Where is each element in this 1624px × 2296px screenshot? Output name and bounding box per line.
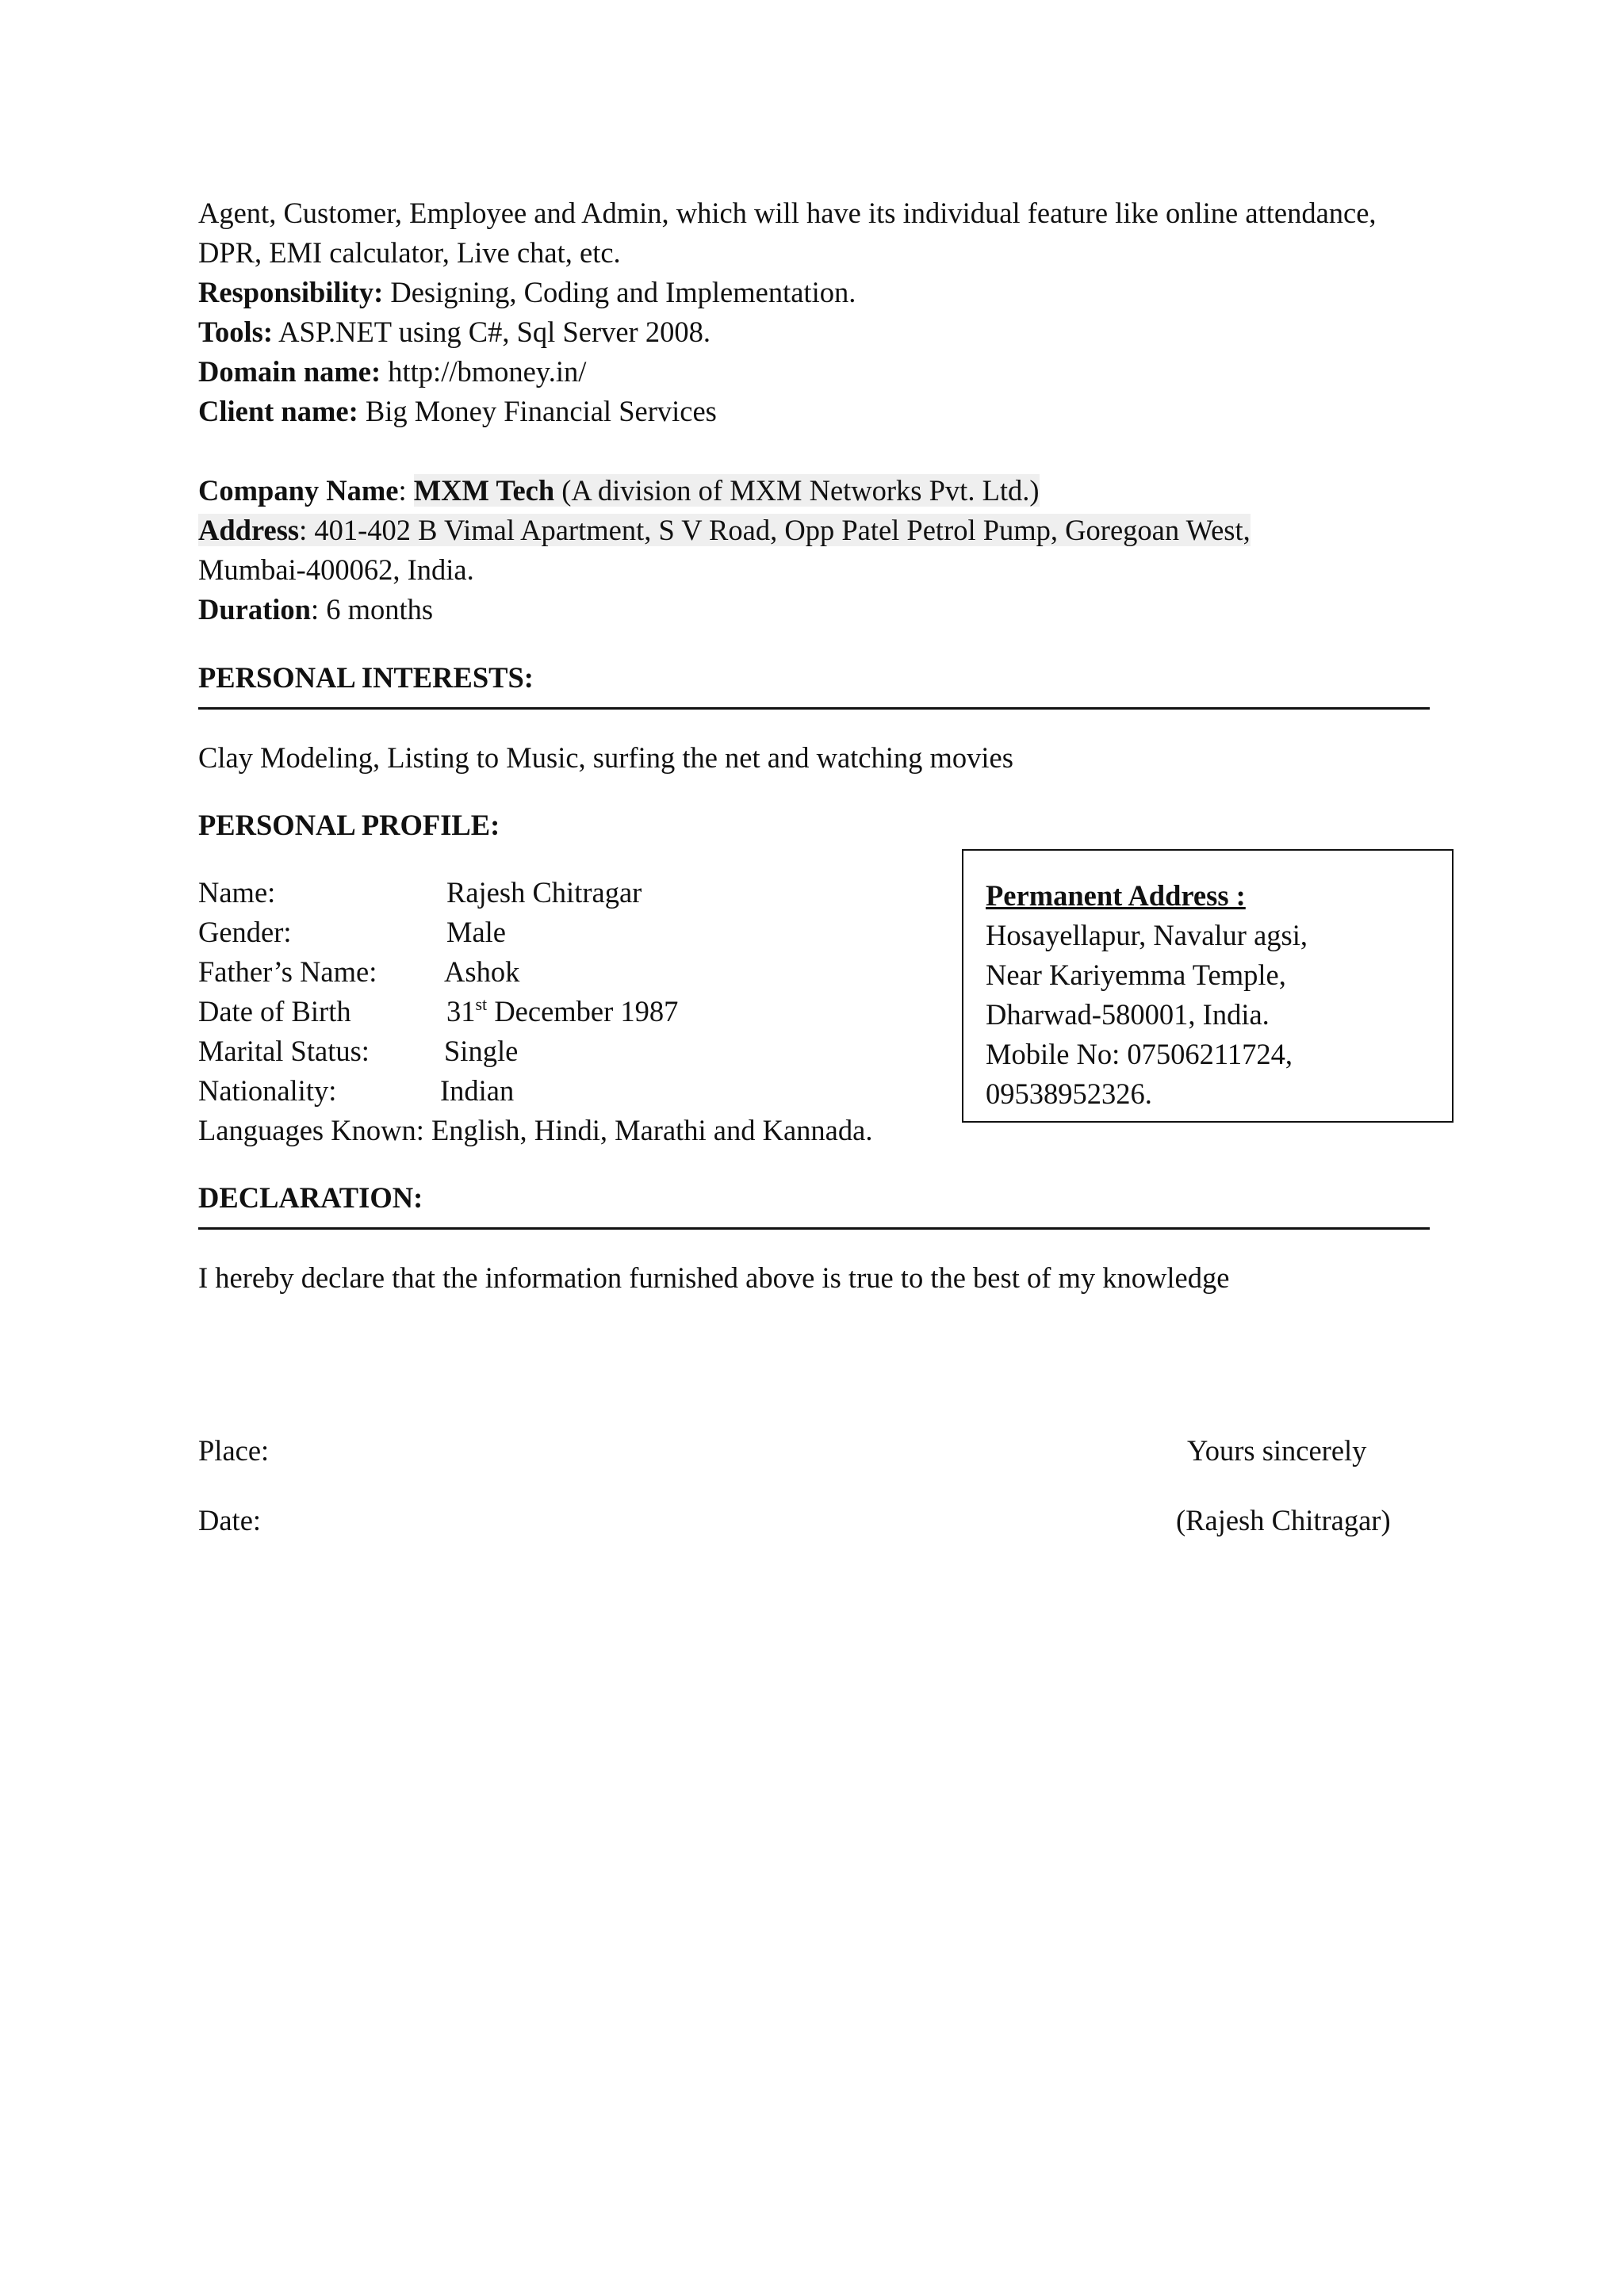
company-address-value-1: : 401-402 B Vimal Apartment, S V Road, Opp Patel Petrol Pump, Goregoan West,	[299, 514, 1251, 546]
project-description-line-1: Agent, Customer, Employee and Admin, which will have its individual feature like online attendance,	[198, 197, 1377, 229]
profile-father-value: Ashok	[444, 955, 520, 988]
company-address-line-1	[198, 511, 1251, 550]
profile-marital-value: Single	[444, 1035, 519, 1067]
profile-name-value: Rajesh Chitragar	[446, 876, 642, 909]
profile-dob-suffix: st	[475, 994, 488, 1014]
tools-label: Tools:	[198, 316, 273, 348]
company-address-line-2: Mumbai-400062, India.	[198, 553, 474, 586]
personal-interests-heading: PERSONAL INTERESTS:	[198, 661, 534, 694]
profile-father-label: Father’s Name:	[198, 955, 377, 988]
company-address-label: Address	[198, 514, 300, 546]
permanent-address-line-1: Hosayellapur, Navalur agsi,	[986, 919, 1308, 951]
profile-gender-label: Gender:	[198, 916, 292, 948]
profile-name-label: Name:	[198, 876, 276, 909]
company-name-value: MXM Tech	[413, 474, 555, 507]
profile-nationality-value: Indian	[440, 1074, 515, 1107]
permanent-address-title: Permanent Address :	[986, 879, 1246, 912]
profile-dob-rest: December 1987	[487, 995, 679, 1027]
company-name-sep: :	[398, 474, 414, 507]
duration-value: : 6 months	[310, 593, 434, 626]
duration-line	[198, 590, 433, 629]
declaration-text: I hereby declare that the information furnished above is true to the best of my knowledge	[198, 1261, 1230, 1294]
permanent-address-line-3: Dharwad-580001, India.	[986, 998, 1270, 1031]
client-label: Client name:	[198, 395, 358, 427]
date-label: Date:	[198, 1504, 262, 1536]
responsibility-label: Responsibility:	[198, 276, 384, 308]
personal-interests-rule	[198, 707, 1430, 710]
company-name-suffix: (A division of MXM Networks Pvt. Ltd.)	[554, 474, 1040, 507]
declaration-heading: DECLARATION:	[198, 1181, 423, 1214]
personal-profile-heading: PERSONAL PROFILE:	[198, 809, 500, 841]
closing-text: Yours sincerely	[1187, 1434, 1367, 1467]
permanent-address-line-5: 09538952326.	[986, 1077, 1152, 1110]
domain-line	[198, 352, 586, 392]
signature-name: (Rajesh Chitragar)	[1176, 1504, 1391, 1536]
responsibility-line	[198, 273, 856, 312]
client-line	[198, 392, 717, 431]
duration-label: Duration	[198, 593, 311, 626]
profile-nationality-label: Nationality:	[198, 1074, 337, 1107]
personal-interests-text: Clay Modeling, Listing to Music, surfing the net and watching movies	[198, 741, 1013, 774]
profile-dob-label: Date of Birth	[198, 995, 351, 1027]
tools-value: ASP.NET using C#, Sql Server 2008.	[273, 316, 710, 348]
place-label: Place:	[198, 1434, 270, 1467]
company-name-label: Company Name	[198, 474, 399, 507]
company-name-line	[198, 471, 1040, 511]
domain-label: Domain name:	[198, 355, 381, 388]
profile-marital-label: Marital Status:	[198, 1035, 370, 1067]
profile-dob-value	[446, 992, 678, 1031]
responsibility-value: Designing, Coding and Implementation.	[383, 276, 856, 308]
profile-dob-day: 31	[446, 995, 476, 1027]
project-description-line-2: DPR, EMI calculator, Live chat, etc.	[198, 236, 621, 269]
domain-value: http://bmoney.in/	[381, 355, 587, 388]
profile-gender-value: Male	[446, 916, 506, 948]
permanent-address-line-2: Near Kariyemma Temple,	[986, 959, 1286, 991]
permanent-address-box	[962, 849, 1454, 1123]
tools-line	[198, 312, 710, 352]
profile-languages: Languages Known: English, Hindi, Marathi and Kannada.	[198, 1114, 873, 1146]
client-value: Big Money Financial Services	[358, 395, 717, 427]
permanent-address-line-4: Mobile No: 07506211724,	[986, 1038, 1293, 1070]
declaration-rule	[198, 1227, 1430, 1230]
